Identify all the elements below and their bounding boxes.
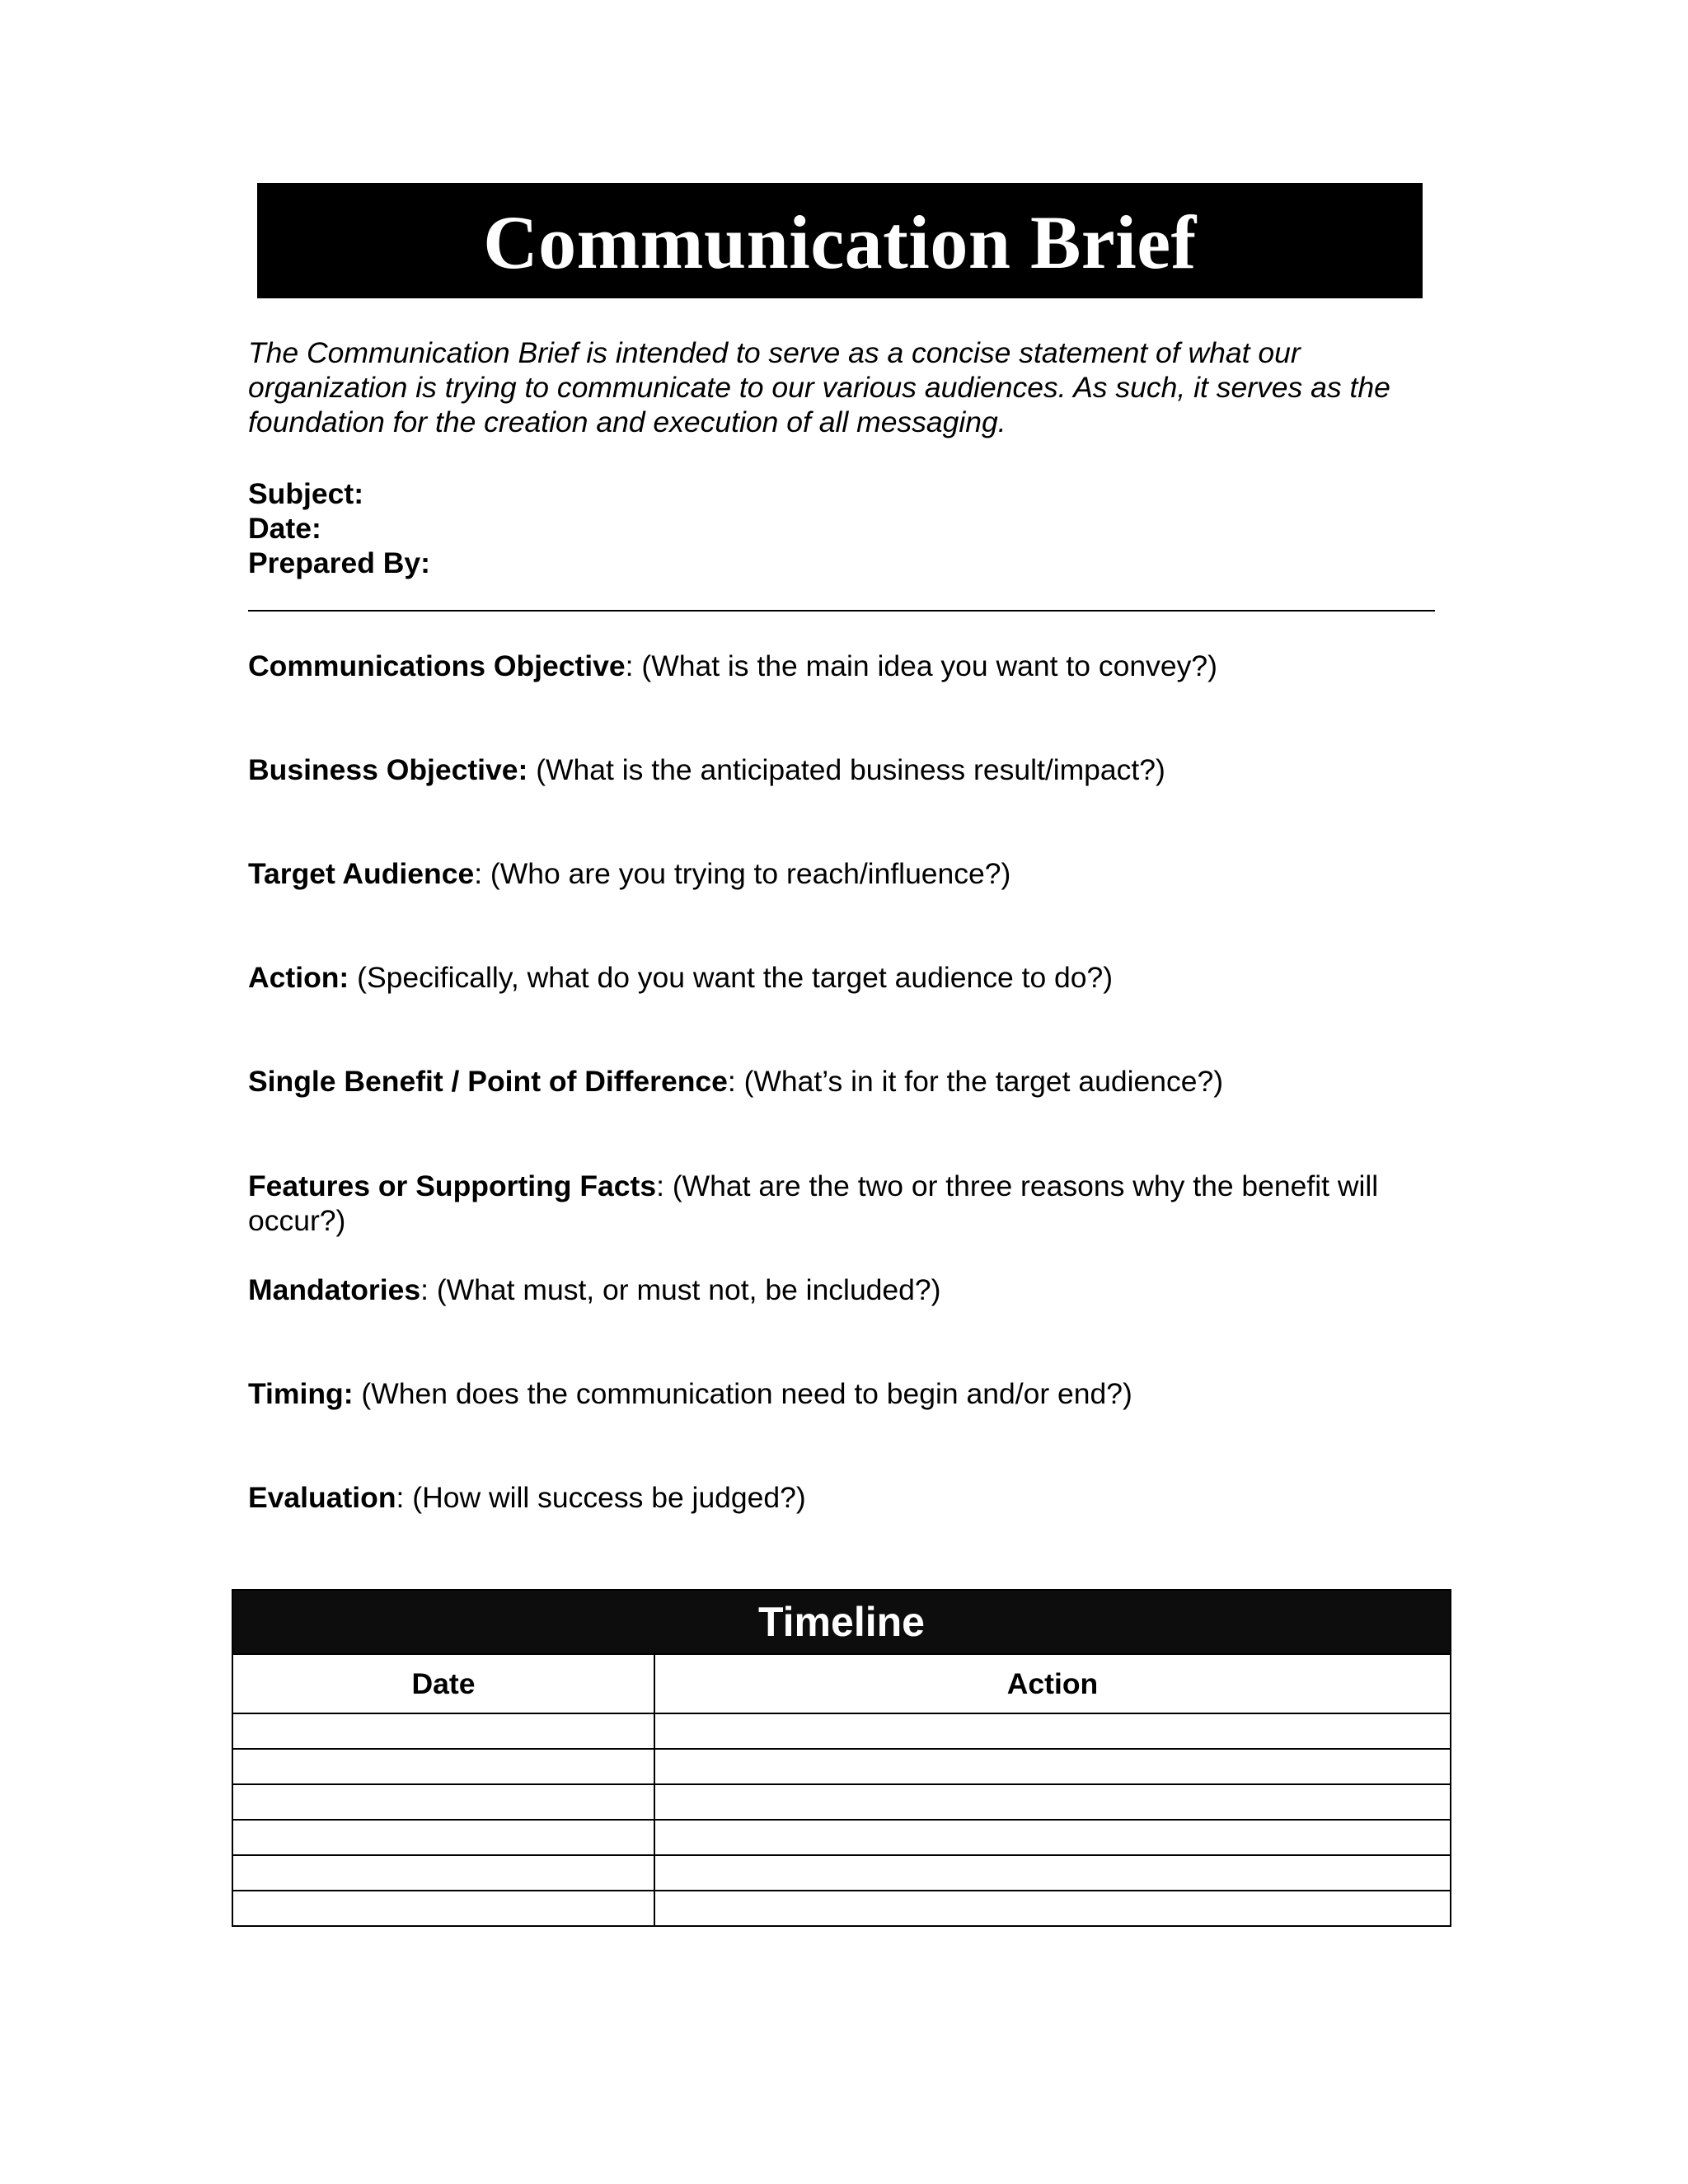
- field-single-benefit: [248, 1064, 1451, 1099]
- date-cell[interactable]: [233, 1749, 654, 1784]
- action-cell[interactable]: [654, 1820, 1450, 1855]
- field-label: Communications Objective: [248, 649, 626, 682]
- meta-block: [248, 476, 430, 580]
- divider-line: [248, 610, 1435, 612]
- field-evaluation: [248, 1480, 1451, 1515]
- document-title: Communication Brief: [483, 200, 1197, 284]
- date-column-header: Date: [233, 1655, 654, 1713]
- table-row: [233, 1855, 1450, 1891]
- action-cell[interactable]: [654, 1749, 1450, 1784]
- field-communications-objective: [248, 649, 1451, 683]
- field-prompt: : (What is the main idea you want to convey?): [625, 649, 1217, 682]
- field-business-objective: [248, 752, 1451, 787]
- field-target-audience: [248, 856, 1451, 891]
- field-prompt: (Specifically, what do you want the target audience to do?): [349, 961, 1114, 994]
- field-label: Evaluation: [248, 1481, 396, 1514]
- field-label: Business Objective:: [248, 753, 528, 786]
- date-cell[interactable]: [233, 1713, 654, 1749]
- action-cell[interactable]: [654, 1784, 1450, 1820]
- table-row: [233, 1891, 1450, 1925]
- subject-label: Subject:: [248, 477, 364, 510]
- field-mandatories: [248, 1272, 1451, 1307]
- action-column-header: Action: [654, 1655, 1450, 1713]
- date-cell[interactable]: [233, 1855, 654, 1891]
- table-row: [233, 1784, 1450, 1820]
- field-prompt: (What is the anticipated business result/impact?): [528, 753, 1165, 786]
- field-label: Target Audience: [248, 857, 475, 890]
- field-prompt: : (Who are you trying to reach/influence?): [474, 857, 1011, 890]
- action-cell[interactable]: [654, 1891, 1450, 1925]
- field-prompt: : (What are the two or three reasons why the benefit will occur?): [248, 1169, 1379, 1237]
- title-banner: [257, 183, 1423, 298]
- timeline-header-row: [233, 1655, 1450, 1713]
- action-cell[interactable]: [654, 1855, 1450, 1891]
- field-action: [248, 960, 1451, 995]
- timeline-table: [232, 1589, 1451, 1927]
- timeline-title: Timeline: [233, 1591, 1450, 1655]
- table-row: [233, 1713, 1450, 1749]
- date-cell[interactable]: [233, 1784, 654, 1820]
- table-row: [233, 1749, 1450, 1784]
- field-label: Single Benefit / Point of Difference: [248, 1065, 728, 1098]
- timeline-grid: [233, 1655, 1450, 1925]
- field-label: Action:: [248, 961, 349, 994]
- field-features: [248, 1169, 1451, 1238]
- date-cell[interactable]: [233, 1820, 654, 1855]
- prepared-by-label: Prepared By:: [248, 546, 430, 579]
- date-label: Date:: [248, 512, 321, 545]
- field-label: Mandatories: [248, 1273, 421, 1306]
- field-timing: [248, 1376, 1451, 1411]
- field-prompt: : (What’s in it for the target audience?): [727, 1065, 1224, 1098]
- field-prompt: (When does the communication need to begin and/or end?): [353, 1377, 1132, 1410]
- action-cell[interactable]: [654, 1713, 1450, 1749]
- field-prompt: : (How will success be judged?): [396, 1481, 806, 1514]
- field-label: Features or Supporting Facts: [248, 1169, 657, 1202]
- table-row: [233, 1820, 1450, 1855]
- field-prompt: : (What must, or must not, be included?): [420, 1273, 941, 1306]
- intro-paragraph: The Communication Brief is intended to serve as a concise statement of what our organization is trying to communicate to our various audiences. As such, it serves as the foundation for the creation and execution of all messaging.: [248, 336, 1390, 438]
- field-label: Timing:: [248, 1377, 354, 1410]
- date-cell[interactable]: [233, 1891, 654, 1925]
